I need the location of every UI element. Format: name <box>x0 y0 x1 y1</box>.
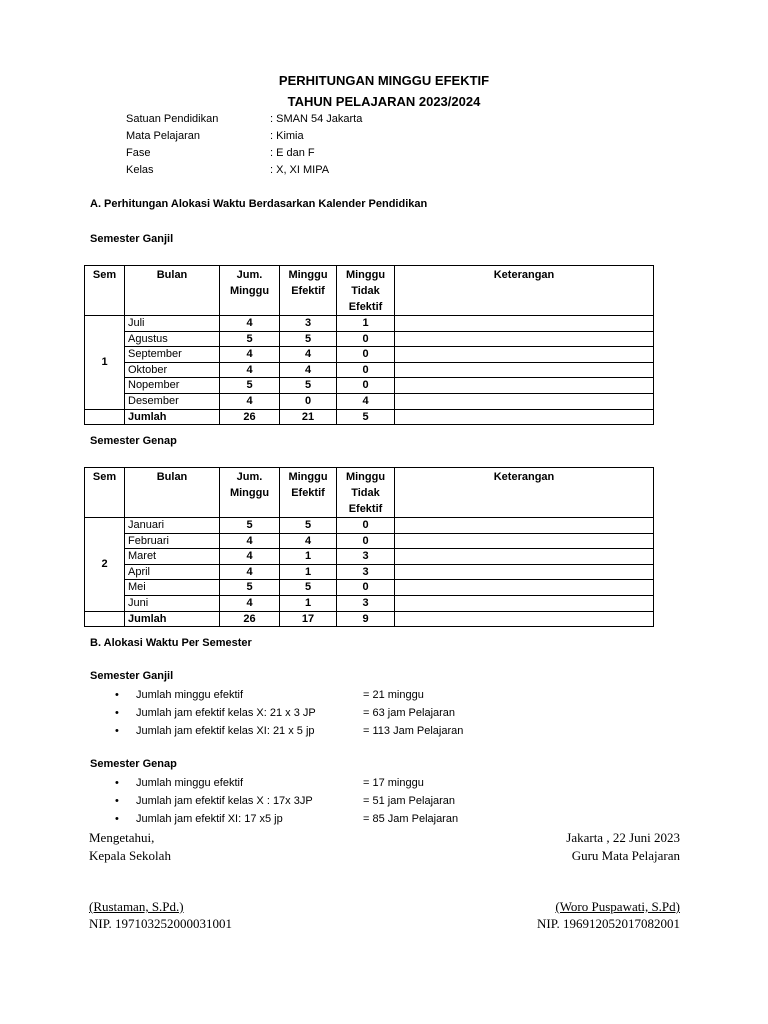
cell-tidak: 1 <box>337 316 395 332</box>
item-result: = 17 minggu <box>363 777 424 789</box>
cell-efektif: 3 <box>280 316 337 332</box>
cell-jum: 5 <box>220 378 280 394</box>
sign-right-line1: Jakarta , 22 Juni 2023 <box>566 830 680 845</box>
table-row <box>85 518 654 534</box>
cell-keterangan <box>395 378 654 394</box>
item-result: = 113 Jam Pelajaran <box>363 725 464 737</box>
cell-efektif: 1 <box>280 549 337 565</box>
cell-bulan: Desember <box>125 393 220 409</box>
item-text: Jumlah jam efektif kelas XI: 21 x 5 jp <box>136 725 315 737</box>
col-header-jum-minggu: Jum. Minggu <box>220 266 280 316</box>
info-label: Kelas <box>126 164 154 176</box>
cell-tidak: 0 <box>337 331 395 347</box>
item-result: = 51 jam Pelajaran <box>363 795 456 807</box>
cell-bulan: Februari <box>125 533 220 549</box>
sign-right-nip: NIP. 196912052017082001 <box>536 916 680 931</box>
cell-efektif: 1 <box>280 595 337 611</box>
item-text: Jumlah jam efektif XI: 17 x5 jp <box>136 813 283 825</box>
sign-left-nip: NIP. 197103252000031001 <box>89 916 233 931</box>
cell-total-jum: 26 <box>220 409 280 425</box>
cell-tidak: 0 <box>337 580 395 596</box>
cell-bulan: Juli <box>125 316 220 332</box>
table-semester-ganjil <box>84 265 654 425</box>
document-subtitle: TAHUN PELAJARAN 2023/2024 <box>287 94 481 109</box>
cell-empty <box>85 611 125 627</box>
sign-left-name: (Rustaman, S.Pd.) <box>89 899 184 914</box>
cell-efektif: 0 <box>280 393 337 409</box>
item-result: = 85 Jam Pelajaran <box>363 813 459 825</box>
cell-jum: 5 <box>220 331 280 347</box>
cell-total-jum: 26 <box>220 611 280 627</box>
table-header-row <box>85 468 654 518</box>
cell-tidak: 3 <box>337 595 395 611</box>
cell-tidak: 0 <box>337 533 395 549</box>
cell-jum: 4 <box>220 564 280 580</box>
cell-efektif: 5 <box>280 580 337 596</box>
cell-bulan: Maret <box>125 549 220 565</box>
col-header-keterangan: Keterangan <box>395 266 654 316</box>
cell-efektif: 1 <box>280 564 337 580</box>
item-text: Jumlah jam efektif kelas X : 17x 3JP <box>136 795 313 807</box>
table-row <box>85 564 654 580</box>
cell-tidak: 0 <box>337 362 395 378</box>
alokasi-ganjil-heading: Semester Ganjil <box>90 670 174 682</box>
cell-bulan: Oktober <box>125 362 220 378</box>
alokasi-genap-list <box>115 777 615 831</box>
cell-jum: 4 <box>220 316 280 332</box>
table-row <box>85 393 654 409</box>
cell-jum: 4 <box>220 549 280 565</box>
cell-keterangan <box>395 595 654 611</box>
cell-efektif: 4 <box>280 362 337 378</box>
cell-keterangan <box>395 549 654 565</box>
cell-bulan: Mei <box>125 580 220 596</box>
cell-efektif: 4 <box>280 533 337 549</box>
bullet: • <box>115 689 119 701</box>
info-value: : SMAN 54 Jakarta <box>270 113 363 125</box>
document-title: PERHITUNGAN MINGGU EFEKTIF <box>278 73 490 88</box>
table-row <box>85 362 654 378</box>
cell-total-tidak: 9 <box>337 611 395 627</box>
semester-number: 2 <box>85 518 125 612</box>
cell-efektif: 4 <box>280 347 337 363</box>
cell-jum: 4 <box>220 393 280 409</box>
cell-total-efektif: 17 <box>280 611 337 627</box>
cell-efektif: 5 <box>280 378 337 394</box>
sign-right-name: (Woro Puspawati, S.Pd) <box>555 899 680 914</box>
cell-bulan: Januari <box>125 518 220 534</box>
cell-jum: 4 <box>220 347 280 363</box>
table-semester-genap <box>84 467 654 627</box>
col-header-minggu-tidak-efektif: Minggu Tidak Efektif <box>337 468 395 518</box>
cell-efektif: 5 <box>280 331 337 347</box>
cell-tidak: 0 <box>337 378 395 394</box>
info-block <box>126 113 526 183</box>
cell-tidak: 3 <box>337 564 395 580</box>
cell-bulan: September <box>125 347 220 363</box>
table-row <box>85 549 654 565</box>
bullet: • <box>115 777 119 789</box>
table-header-row <box>85 266 654 316</box>
cell-tidak: 4 <box>337 393 395 409</box>
cell-jum: 5 <box>220 580 280 596</box>
cell-keterangan <box>395 533 654 549</box>
table-row <box>85 316 654 332</box>
sign-left-line2: Kepala Sekolah <box>89 848 171 863</box>
cell-keterangan <box>395 611 654 627</box>
cell-total-label: Jumlah <box>125 611 220 627</box>
cell-keterangan <box>395 393 654 409</box>
bullet: • <box>115 707 119 719</box>
cell-total-efektif: 21 <box>280 409 337 425</box>
cell-total-tidak: 5 <box>337 409 395 425</box>
col-header-keterangan: Keterangan <box>395 468 654 518</box>
table-row <box>85 533 654 549</box>
semester-ganjil-heading: Semester Ganjil <box>90 233 174 245</box>
cell-tidak: 3 <box>337 549 395 565</box>
semester-number: 1 <box>85 316 125 410</box>
cell-bulan: April <box>125 564 220 580</box>
cell-jum: 4 <box>220 533 280 549</box>
item-result: = 21 minggu <box>363 689 424 701</box>
bullet: • <box>115 813 119 825</box>
info-label: Satuan Pendidikan <box>126 113 219 125</box>
col-header-jum-minggu: Jum. Minggu <box>220 468 280 518</box>
bullet: • <box>115 725 119 737</box>
sign-left-line1: Mengetahui, <box>89 830 155 845</box>
section-b-heading: B. Alokasi Waktu Per Semester <box>90 637 252 649</box>
cell-keterangan <box>395 316 654 332</box>
item-text: Jumlah jam efektif kelas X: 21 x 3 JP <box>136 707 316 719</box>
semester-genap-heading: Semester Genap <box>90 435 177 447</box>
item-text: Jumlah minggu efektif <box>136 777 243 789</box>
table-row <box>85 347 654 363</box>
col-header-minggu-efektif: Minggu Efektif <box>280 266 337 316</box>
cell-keterangan <box>395 331 654 347</box>
col-header-bulan: Bulan <box>125 468 220 518</box>
table-row <box>85 580 654 596</box>
cell-keterangan <box>395 518 654 534</box>
cell-jum: 5 <box>220 518 280 534</box>
item-result: = 63 jam Pelajaran <box>363 707 456 719</box>
item-text: Jumlah minggu efektif <box>136 689 243 701</box>
table-total-row <box>85 409 654 425</box>
col-header-sem: Sem <box>85 266 125 316</box>
table-row <box>85 595 654 611</box>
cell-jum: 4 <box>220 362 280 378</box>
info-label: Fase <box>126 147 151 159</box>
alokasi-ganjil-list <box>115 689 615 743</box>
col-header-minggu-efektif: Minggu Efektif <box>280 468 337 518</box>
sign-right-line2: Guru Mata Pelajaran <box>571 848 680 863</box>
cell-keterangan <box>395 564 654 580</box>
info-value: : X, XI MIPA <box>270 164 330 176</box>
col-header-minggu-tidak-efektif: Minggu Tidak Efektif <box>337 266 395 316</box>
cell-bulan: Nopember <box>125 378 220 394</box>
cell-keterangan <box>395 362 654 378</box>
cell-bulan: Juni <box>125 595 220 611</box>
info-value: : Kimia <box>270 130 304 142</box>
cell-keterangan <box>395 580 654 596</box>
alokasi-genap-heading: Semester Genap <box>90 758 177 770</box>
cell-tidak: 0 <box>337 347 395 363</box>
cell-efektif: 5 <box>280 518 337 534</box>
table-row <box>85 331 654 347</box>
bullet: • <box>115 795 119 807</box>
cell-tidak: 0 <box>337 518 395 534</box>
table-total-row <box>85 611 654 627</box>
col-header-sem: Sem <box>85 468 125 518</box>
cell-bulan: Agustus <box>125 331 220 347</box>
info-value: : E dan F <box>270 147 315 159</box>
cell-jum: 4 <box>220 595 280 611</box>
table-row <box>85 378 654 394</box>
section-a-heading: A. Perhitungan Alokasi Waktu Berdasarkan Kalender Pendidikan <box>90 198 428 210</box>
cell-empty <box>85 409 125 425</box>
col-header-bulan: Bulan <box>125 266 220 316</box>
cell-keterangan <box>395 409 654 425</box>
info-label: Mata Pelajaran <box>126 130 200 142</box>
cell-total-label: Jumlah <box>125 409 220 425</box>
cell-keterangan <box>395 347 654 363</box>
